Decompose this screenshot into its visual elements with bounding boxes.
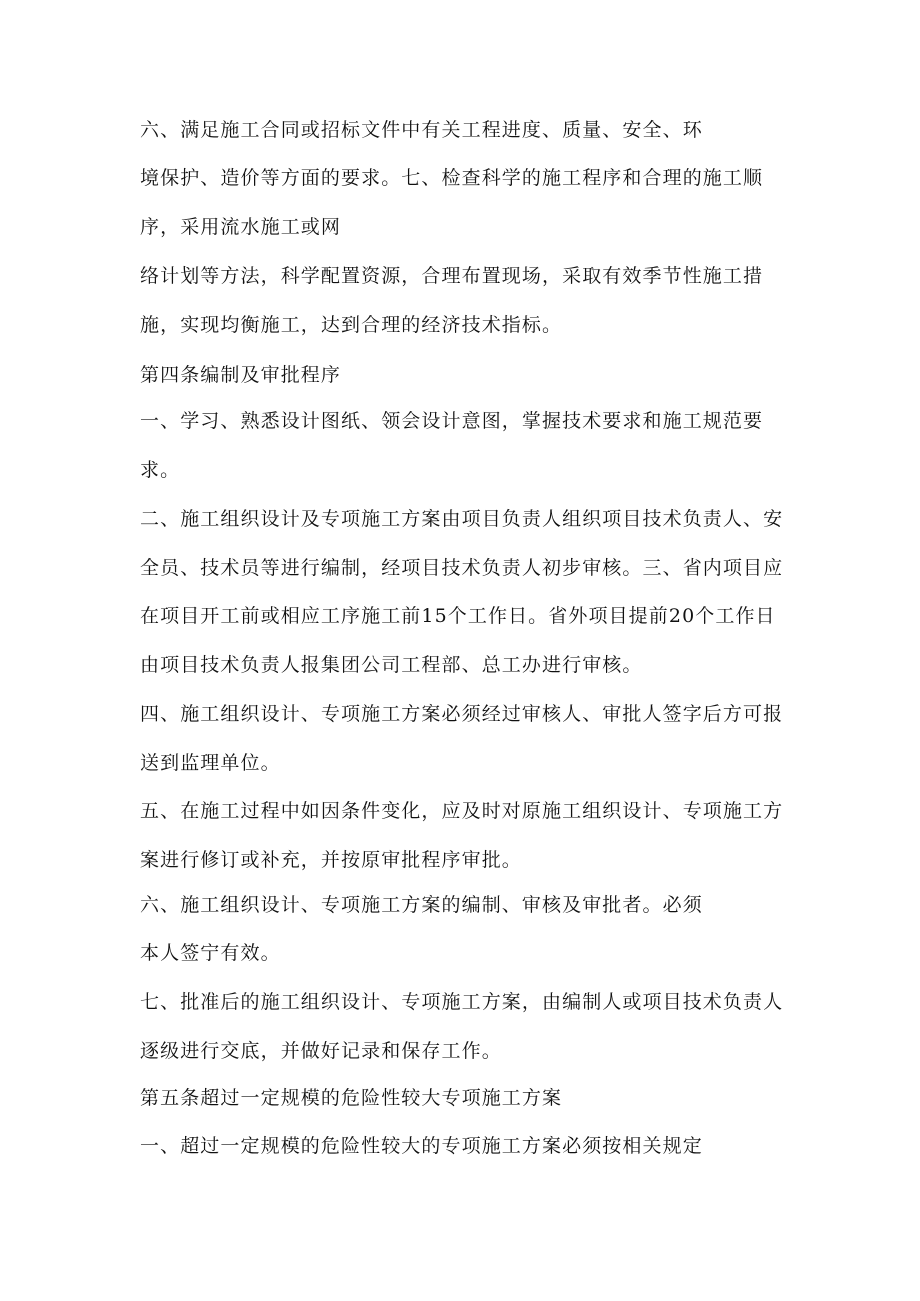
section-heading: 第四条编制及审批程序	[140, 364, 342, 386]
text-line: 逐级进行交底，并做好记录和保存工作。	[140, 1040, 502, 1062]
text-line: 案进行修订或补充，并按原审批程序审批。	[140, 849, 522, 871]
text-line: 二、施工组织设计及专项施工方案由项目负责人组织项目技术负责人、安	[140, 508, 784, 530]
text-line: 由项目技术负责人报集团公司工程部、总工办进行审核。	[140, 654, 643, 676]
text-line: 络计划等方法，科学配置资源，合理布置现场，采取有效季节性施工措	[140, 265, 764, 287]
section-heading: 第五条超过一定规模的危险性较大专项施工方案	[140, 1087, 563, 1109]
text-line: 本人签宁有效。	[140, 942, 281, 964]
text-line: 六、满足施工合同或招标文件中有关工程进度、质量、安全、环	[140, 119, 703, 141]
text-line: 序，采用流水施工或网	[140, 216, 342, 238]
text-line: 一、学习、熟悉设计图纸、领会设计意图，掌握技术要求和施工规范要	[140, 410, 764, 432]
text-line: 六、施工组织设计、专项施工方案的编制、审核及审批者。必须	[140, 894, 703, 916]
text-line: 七、批准后的施工组织设计、专项施工方案，由编制人或项目技术负责人	[140, 991, 784, 1013]
text-line: 施，实现均衡施工，达到合理的经济技术指标。	[140, 314, 563, 336]
text-line: 五、在施工过程中如因条件变化，应及时对原施工组织设计、专项施工方	[140, 800, 784, 822]
text-line: 求。	[140, 459, 181, 481]
text-line: 一、超过一定规模的危险性较大的专项施工方案必须按相关规定	[140, 1135, 703, 1157]
text-line: 送到监理单位。	[140, 752, 281, 774]
text-line: 境保护、造价等方面的要求。七、检查科学的施工程序和合理的施工顺	[140, 167, 764, 189]
text-line: 四、施工组织设计、专项施工方案必须经过审核人、审批人签字后方可报	[140, 703, 784, 725]
text-line: 全员、技术员等进行编制，经项目技术负责人初步审核。三、省内项目应	[140, 557, 784, 579]
text-line: 在项目开工前或相应工序施工前15个工作日。省外项目提前20个工作日	[140, 605, 776, 627]
